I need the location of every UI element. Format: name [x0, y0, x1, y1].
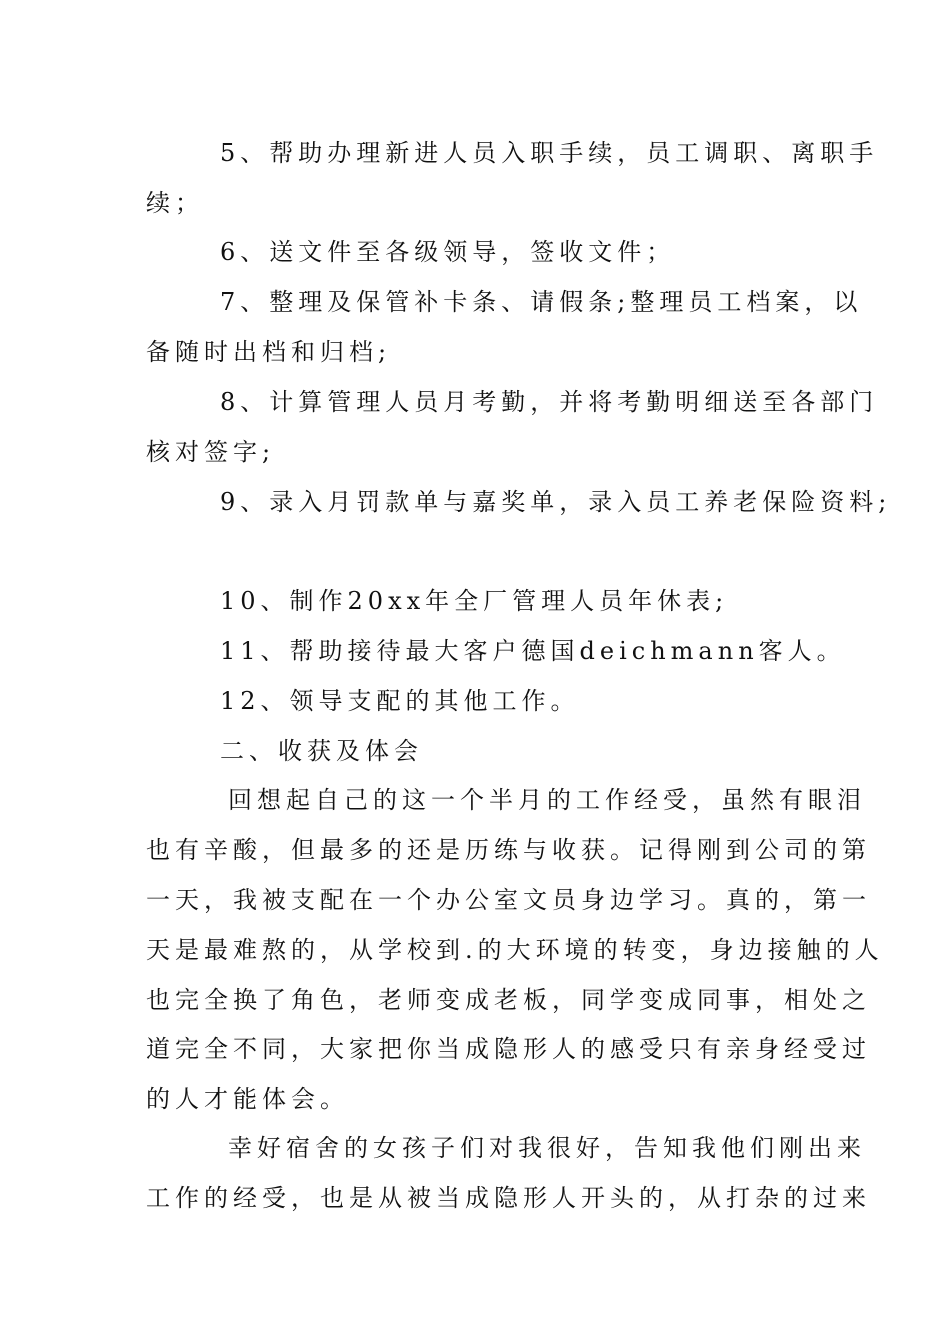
text-line: 5、帮助办理新进人员入职手续，员工调职、离职手 [220, 139, 879, 167]
text-line: 也完全换了角色，老师变成老板，同学变成同事，相处之 [146, 986, 871, 1014]
text-line: 6、送文件至各级领导，签收文件； [220, 238, 676, 266]
text-line: 一天，我被支配在一个办公室文员身边学习。真的，第一 [146, 886, 871, 914]
section-heading: 二、收获及体会 [220, 737, 423, 765]
text-line: 7、整理及保管补卡条、请假条;整理员工档案，以 [220, 288, 863, 316]
text-line: 10、制作20xx年全厂管理人员年休表; [220, 587, 729, 615]
text-line: 核对签字; [146, 438, 276, 466]
text-line: 备随时出档和归档; [146, 338, 392, 366]
text-line: 也有辛酸，但最多的还是历练与收获。记得刚到公司的第 [146, 836, 871, 864]
text-line: 工作的经受，也是从被当成隐形人开头的，从打杂的过来 [146, 1184, 871, 1212]
text-line: 11、帮助接待最大客户德国deichmann客人。 [220, 637, 846, 665]
text-line: 天是最难熬的，从学校到.的大环境的转变，身边接触的人 [146, 936, 884, 964]
text-line: 幸好宿舍的女孩子们对我很好，告知我他们刚出来 [228, 1134, 866, 1162]
text-line: 道完全不同，大家把你当成隐形人的感受只有亲身经受过 [146, 1035, 871, 1063]
text-line: 续； [146, 189, 204, 217]
text-line: 9、录入月罚款单与嘉奖单，录入员工养老保险资料; [220, 488, 892, 516]
text-line: 8、计算管理人员月考勤，并将考勤明细送至各部门 [220, 388, 879, 416]
text-line: 回想起自己的这一个半月的工作经受，虽然有眼泪 [228, 786, 866, 814]
text-line: 12、领导支配的其他工作。 [220, 687, 580, 715]
text-line: 的人才能体会。 [146, 1085, 349, 1113]
